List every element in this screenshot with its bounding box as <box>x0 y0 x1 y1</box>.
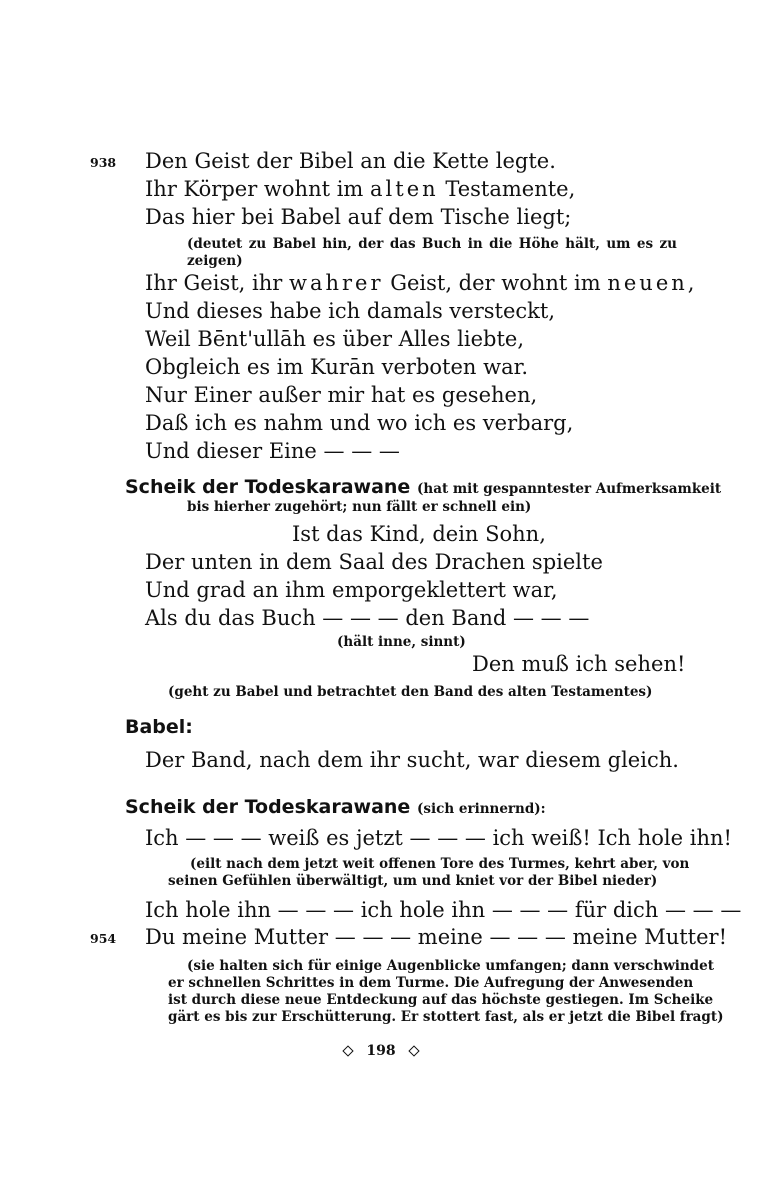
stage-direction: seinen Gefühlen überwältigt, um und kniet vor der Bibel nieder) <box>168 873 658 889</box>
verse-line: Ist das Kind, dein Sohn, <box>292 522 546 546</box>
verse-line: Das hier bei Babel auf dem Tische liegt; <box>145 205 572 229</box>
verse-line: Ich — — — weiß es jetzt — — — ich weiß! Ich hole ihn! <box>145 826 732 850</box>
verse-line: Und grad an ihm emporgeklettert war, <box>145 578 558 602</box>
verse-line: Als du das Buch — — — den Band — — — <box>145 606 590 630</box>
verse-line <box>145 270 694 296</box>
speaker-name: Babel: <box>125 716 193 738</box>
verse-line: Du meine Mutter — — — meine — — — meine Mutter! <box>145 925 728 949</box>
verse-line: Den Geist der Bibel an die Kette legte. <box>145 149 556 173</box>
stage-direction: bis hierher zugehört; nun fällt er schnell ein) <box>187 499 532 515</box>
verse-line: Der unten in dem Saal des Drachen spielte <box>145 550 603 574</box>
stage-direction: er schnellen Schrittes in dem Turme. Die Aufregung der Anwesenden <box>168 975 694 991</box>
emphasized-word: alten <box>370 177 439 201</box>
verse-line: Obgleich es im Kurān verboten war. <box>145 355 529 379</box>
stage-direction: (hält inne, sinnt) <box>337 634 466 650</box>
speaker-name: Scheik der Todeskarawane <box>125 476 411 498</box>
speaker-heading <box>125 473 721 502</box>
verse-line: Der Band, nach dem ihr sucht, war diesem gleich. <box>145 748 679 772</box>
verse-text: Ihr Körper wohnt im <box>145 177 371 201</box>
stage-direction: (sie halten sich für einige Augenblicke umfangen; dann verschwindet <box>187 958 714 974</box>
verse-text: , <box>687 271 695 295</box>
stage-direction: (geht zu Babel und betrachtet den Band des alten Testamentes) <box>168 684 653 700</box>
verse-line: Nur Einer außer mir hat es gesehen, <box>145 383 538 407</box>
verse-line: Weil Bēnt'ullāh es über Alles liebte, <box>145 327 524 351</box>
stage-direction: (eilt nach dem jetzt weit offenen Tore des Turmes, kehrt aber, von <box>190 856 690 872</box>
page-footer <box>0 1043 762 1059</box>
emphasized-word: neuen <box>607 271 688 295</box>
verse-line: Und dieses habe ich damals versteckt, <box>145 299 555 323</box>
verse-text: Testamente, <box>438 177 576 201</box>
speaker-name: Scheik der Todeskarawane <box>125 796 411 818</box>
line-number: 938 <box>90 155 117 170</box>
verse-line: Den muß ich sehen! <box>472 652 686 676</box>
stage-direction: (hat mit gespanntester Aufmerksamkeit <box>417 481 722 497</box>
verse-line: Ich hole ihn — — — ich hole ihn — — — für dich — — — <box>145 898 742 922</box>
emphasized-word: wahrer <box>288 271 384 295</box>
page-number: 198 <box>366 1043 396 1059</box>
verse-line <box>145 176 575 202</box>
speaker-heading <box>125 793 546 822</box>
verse-line: Daß ich es nahm und wo ich es verbarg, <box>145 411 574 435</box>
verse-text: Geist, der wohnt im <box>383 271 608 295</box>
diamond-ornament-icon <box>343 1045 354 1056</box>
speaker-heading <box>125 713 193 740</box>
verse-line: Und dieser Eine — — — <box>145 439 400 463</box>
stage-direction: (sich erinnernd): <box>417 801 546 817</box>
verse-text: Ihr Geist, ihr <box>145 271 289 295</box>
stage-direction: gärt es bis zur Erschütterung. Er stottert fast, als er jetzt die Bibel fragt) <box>168 1009 724 1025</box>
diamond-ornament-icon <box>408 1045 419 1056</box>
line-number: 954 <box>90 931 117 946</box>
stage-direction: (deutet zu Babel hin, der das Buch in die Höhe hält, um es zu zeigen) <box>187 236 677 269</box>
stage-direction: ist durch diese neue Entdeckung auf das höchste gestiegen. Im Scheike <box>168 992 714 1008</box>
